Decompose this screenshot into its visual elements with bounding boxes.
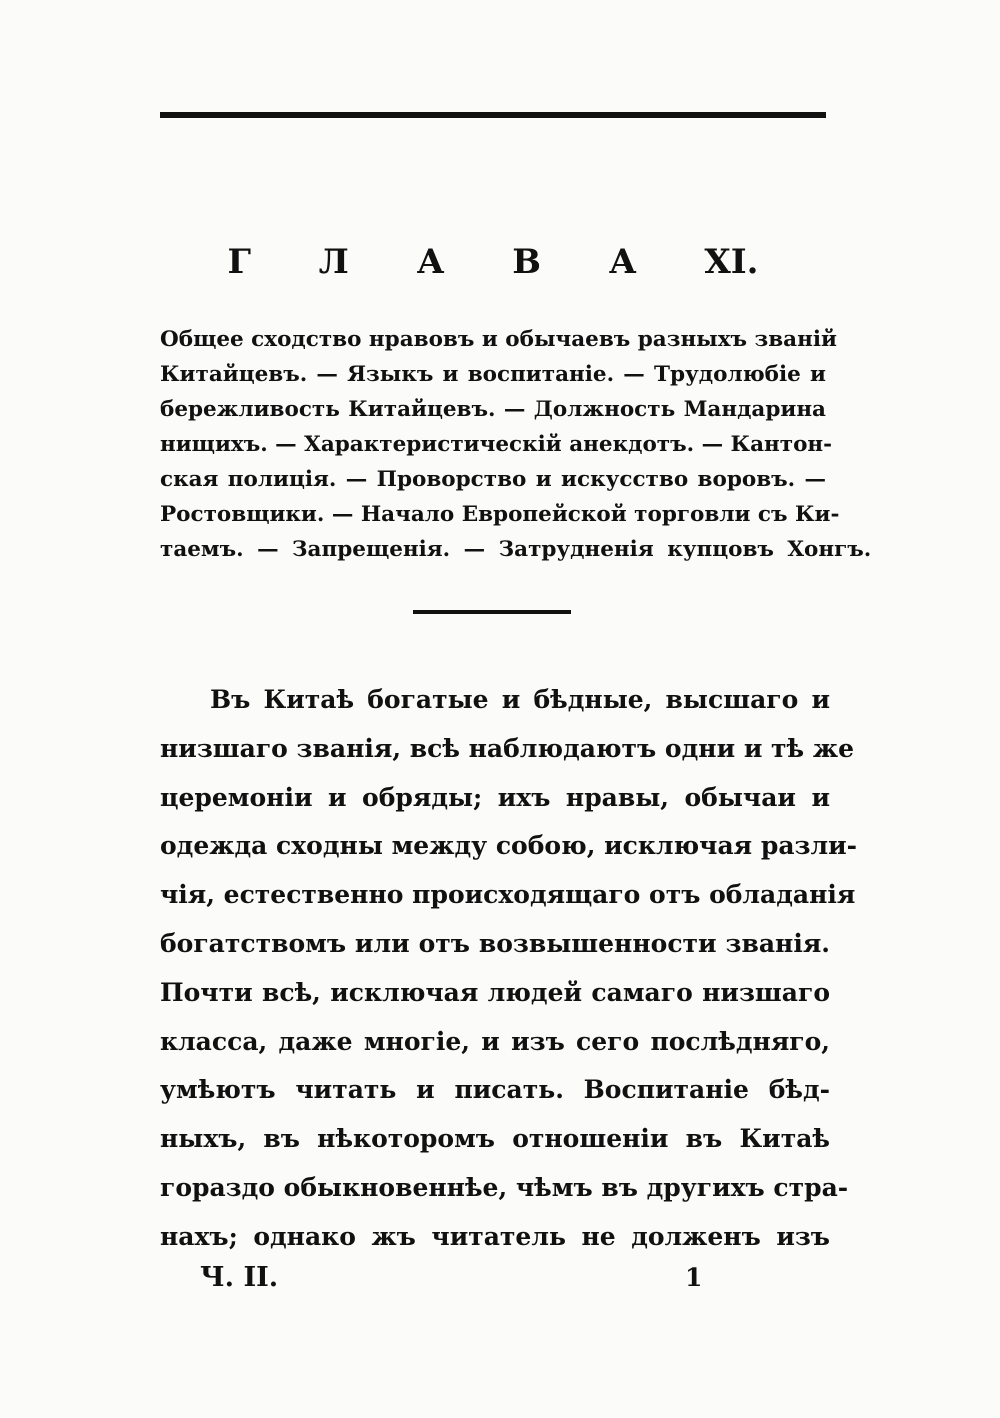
body-line: умѣютъ читать и писать. Воспитаніе бѣд- — [160, 1075, 830, 1105]
chapter-heading — [160, 232, 826, 292]
body-line: ныхъ, въ нѣкоторомъ отношеніи въ Китаѣ — [160, 1124, 830, 1154]
body-line: нахъ; однако жъ читатель не долженъ изъ — [160, 1221, 830, 1251]
sheet-number: 1 — [685, 1263, 703, 1292]
body-line: класса, даже многіе, и изъ сего послѣдняго, — [160, 1026, 830, 1056]
summary-line: таемъ. — Запрещенія. — Затрудненія купцовъ Хонгъ. — [160, 537, 872, 562]
summary-line: нищихъ. — Характеристическій анекдотъ. — Кантон- — [160, 432, 833, 457]
top-rule — [160, 112, 826, 118]
summary-line: ская полиція. — Проворство и искусство воровъ. — — [160, 467, 826, 492]
body-text — [160, 676, 858, 1262]
body-line: Въ Китаѣ богатые и бѣдные, высшаго и — [210, 685, 830, 714]
section-divider — [413, 610, 571, 614]
chapter-number: XI. — [704, 242, 759, 282]
signature-mark: Ч. II. — [200, 1262, 279, 1293]
body-line: одежда сходны между собою, исключая разли- — [160, 831, 858, 861]
chapter-summary — [160, 322, 872, 567]
body-line: богатствомъ или отъ возвышенности званія. — [160, 928, 830, 958]
body-line: чія, естественно происходящаго отъ обладанія — [160, 880, 856, 910]
summary-line: Общее сходство нравовъ и обычаевъ разныхъ званій — [160, 327, 837, 352]
summary-line: бережливость Китайцевъ. — Должность Мандарина — [160, 397, 826, 422]
summary-line: Ростовщики. — Начало Европейской торговли съ Ки- — [160, 502, 840, 527]
body-line: низшаго званія, всѣ наблюдаютъ одни и тѣ же — [160, 733, 854, 763]
body-line: гораздо обыкновеннѣе, чѣмъ въ другихъ стра- — [160, 1172, 849, 1202]
page-footer — [160, 1258, 830, 1298]
body-line: церемоніи и обряды; ихъ нравы, обычаи и — [160, 782, 830, 812]
summary-line: Китайцевъ. — Языкъ и воспитаніе. — Трудолюбіе и — [160, 362, 826, 387]
chapter-heading-word: Г Л А В А — [227, 242, 665, 282]
body-line: Почти всѣ, исключая людей самаго низшаго — [160, 977, 830, 1007]
